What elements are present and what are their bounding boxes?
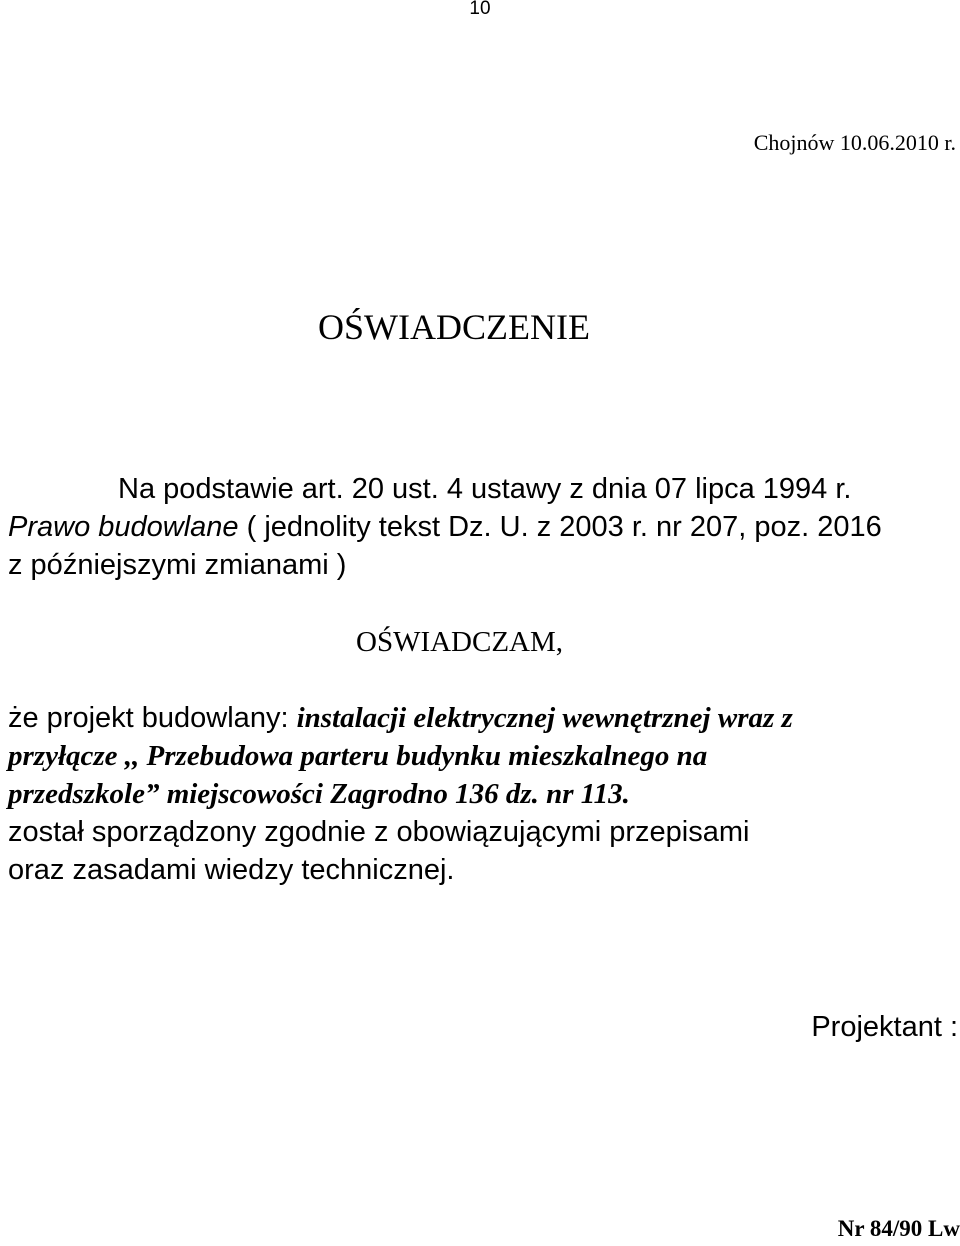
legal-basis-line-1: Na podstawie art. 20 ust. 4 ustawy z dnia 07 lipca 1994 r. — [118, 473, 852, 505]
place-date: Chojnów 10.06.2010 r. — [753, 130, 956, 155]
project-intro: że projekt budowlany: — [8, 702, 297, 734]
project-line-2: przyłącze ,, Przebudowa parteru budynku mieszkalnego na — [8, 740, 708, 772]
license-number: Nr 84/90 Lw — [837, 1216, 960, 1241]
legal-basis-line-2 — [8, 511, 882, 544]
designer-label: Projektant : — [811, 1011, 958, 1043]
compliance-line-2: oraz zasadami wiedzy technicznej. — [8, 854, 455, 886]
compliance-line-1: został sporządzony zgodnie z obowiązującymi przepisami — [8, 816, 750, 848]
project-scope-1: instalacji elektrycznej wewnętrznej wraz z — [296, 702, 793, 734]
legal-basis-line-3: z późniejszymi zmianami ) — [8, 549, 347, 581]
law-name: Prawo budowlane — [8, 511, 239, 543]
project-line-1 — [8, 702, 793, 735]
document-title: OŚWIADCZENIE — [318, 307, 590, 347]
declaration-heading: OŚWIADCZAM, — [356, 626, 564, 658]
project-line-3: przedszkole” miejscowości Zagrodno 136 dz. nr 113. — [8, 778, 630, 810]
legal-basis-reference: ( jednolity tekst Dz. U. z 2003 r. nr 207, poz. 2016 — [238, 511, 882, 543]
page-number: 10 — [469, 0, 491, 19]
